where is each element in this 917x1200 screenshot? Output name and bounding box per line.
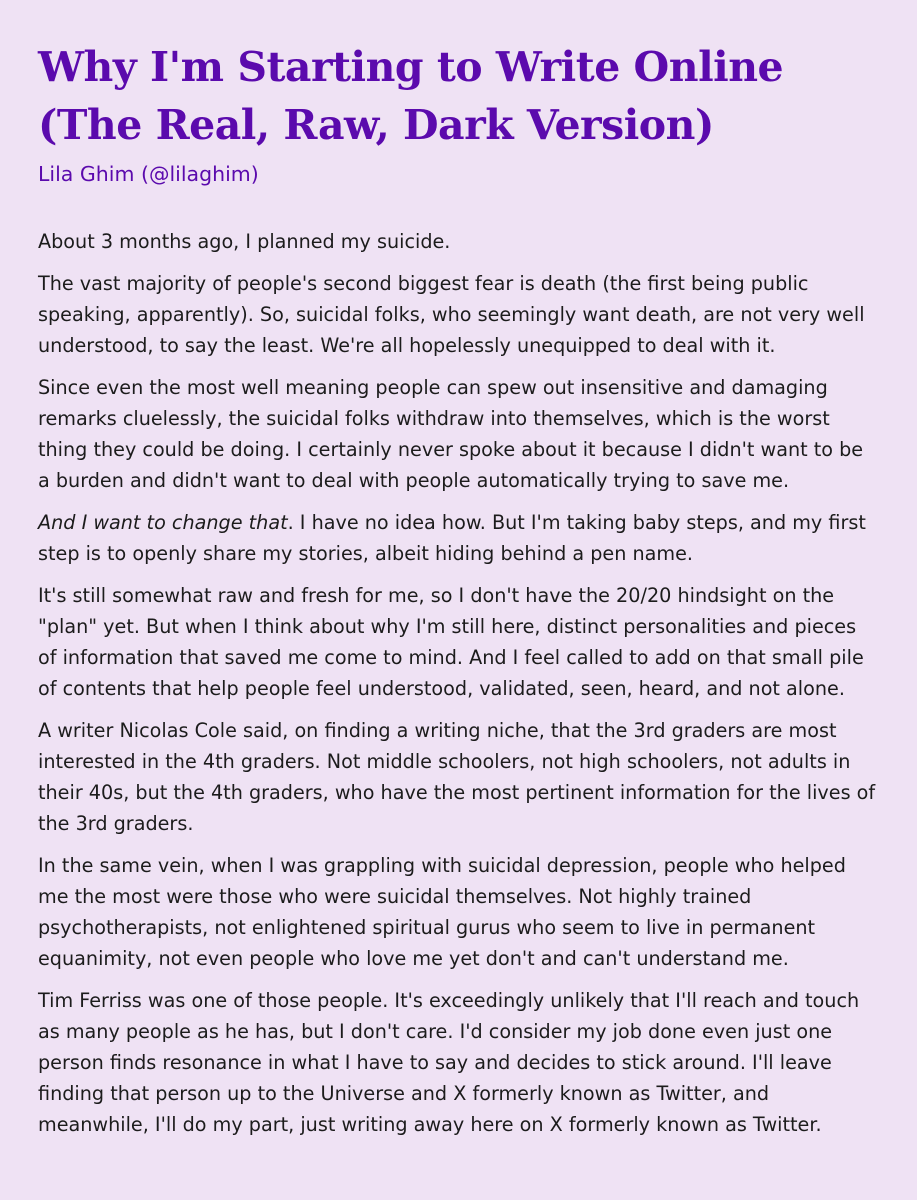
- article-title: Why I'm Starting to Write Online (The Real, Raw, Dark Version): [38, 43, 784, 149]
- paragraph-5: It's still somewhat raw and fresh for me, so I don't have the 20/20 hindsight on the "plan" yet. But when I think about why I'm still here, distinct personalities and pieces of information that saved me come to mind. And I feel called to add on that small pile of contents that help people feel understood, validated, seen, heard, and not alone.: [38, 584, 864, 700]
- paragraph-1: About 3 months ago, I planned my suicide.: [38, 230, 451, 253]
- paragraph-4: [38, 507, 877, 569]
- paragraph-3: Since even the most well meaning people can spew out insensitive and damaging remarks cluelessly, the suicidal folks withdraw into themselves, which is the worst thing they could be doing. I certainly never spoke about it because I didn't want to be a burden and didn't want to deal with people automatically trying to save me.: [38, 376, 864, 492]
- article-body: [38, 226, 877, 1140]
- paragraph-7: In the same vein, when I was grappling with suicidal depression, people who helped me the most were those who were suicidal themselves. Not highly trained psychotherapists, not enlightened spiritual gurus who seem to live in permanent equanimity, not even people who love me yet don't and can't understand me.: [38, 854, 846, 970]
- paragraph-4-italic: And I want to change that: [38, 511, 288, 534]
- paragraph-6: A writer Nicolas Cole said, on finding a writing niche, that the 3rd graders are most interested in the 4th graders. Not middle schoolers, not high schoolers, not adults in their 40s, but the 4th graders, who have the most pertinent information for the lives of the 3rd graders.: [38, 719, 876, 835]
- paragraph-8: Tim Ferriss was one of those people. It's exceedingly unlikely that I'll reach and touch as many people as he has, but I don't care. I'd consider my job done even just one person finds resonance in what I have to say and decides to stick around. I'll leave finding that person up to the Universe and X formerly known as Twitter, and meanwhile, I'll do my part, just writing away here on X formerly known as Twitter.: [38, 989, 860, 1136]
- paragraph-4-rest: . I have no idea how. But I'm taking baby steps, and my first step is to openly share my stories, albeit hiding behind a pen name.: [38, 511, 866, 565]
- paragraph-2: The vast majority of people's second biggest fear is death (the first being public speaking, apparently). So, suicidal folks, who seemingly want death, are not very well understood, to say the least. We're all hopelessly unequipped to deal with it.: [38, 272, 865, 357]
- article-author: Lila Ghim (@lilaghim): [38, 162, 259, 186]
